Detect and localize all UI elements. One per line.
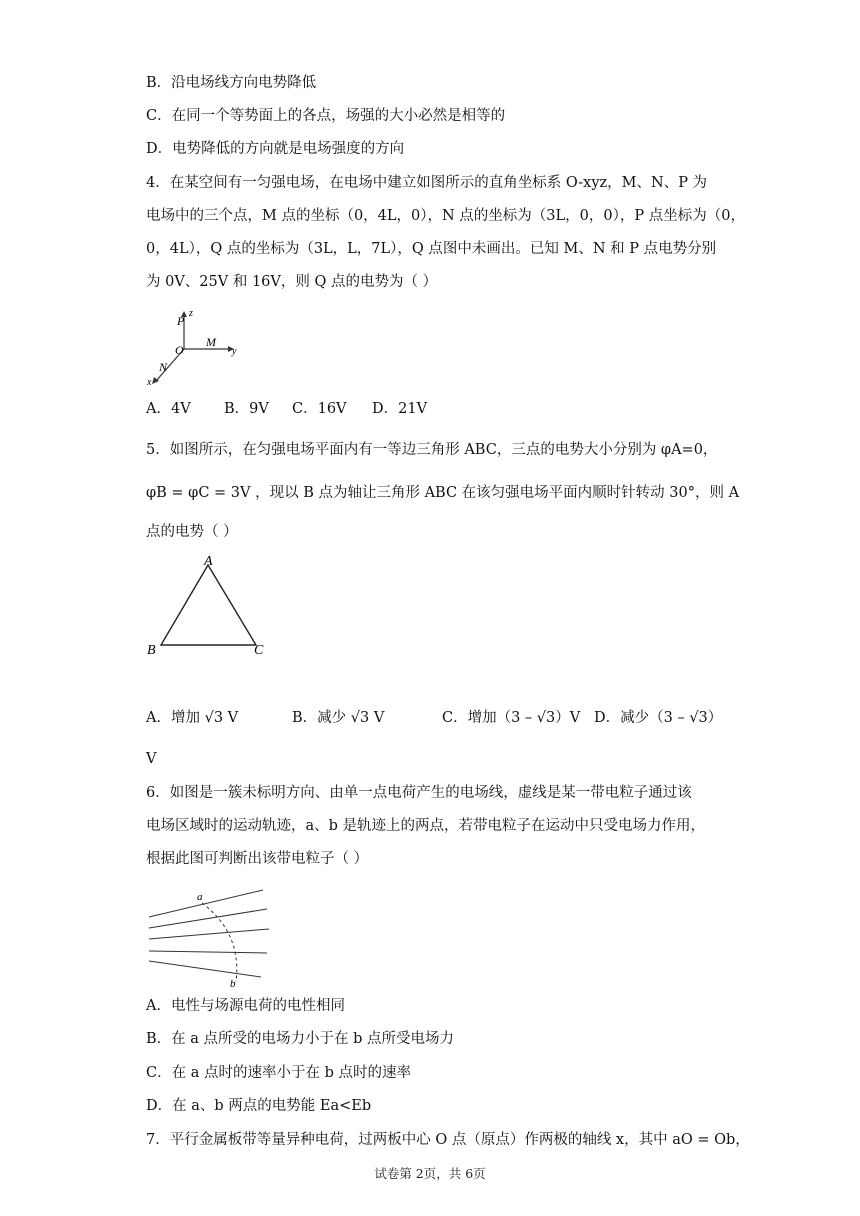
q4-line-4: 为 0V、25V 和 16V，则 Q 点的电势为（ ）	[146, 274, 438, 290]
q4-line-2: 电场中的三个点，M 点的坐标（0，4L，0），N 点的坐标为（3L，0，0），P 点坐标为（0，	[146, 208, 745, 224]
label-A: A	[204, 554, 213, 569]
label-a: a	[197, 891, 203, 903]
label-x: x	[147, 377, 152, 387]
q6-option-c: C．在 a 点时的速率小于在 b 点时的速率	[146, 1065, 411, 1081]
label-P: P	[177, 314, 185, 328]
q6-option-d: D．在 a、b 两点的电势能 Ea<Eb	[146, 1098, 372, 1114]
q4-coordinate-figure	[144, 305, 244, 387]
q5-line-2: φB = φC = 3V ，现以 B 点为轴让三角形 ABC 在该匀强电场平面内顺时针转动 30°，则 A	[146, 485, 740, 501]
q6-option-b: B．在 a 点所受的电场力小于在 b 点所受电场力	[146, 1031, 455, 1047]
q4-option-b: B．9V	[224, 401, 269, 417]
q6-line-2: 电场区域时的运动轨迹，a、b 是轨迹上的两点，若带电粒子在运动中只受电场力作用，	[146, 818, 706, 834]
label-b: b	[230, 978, 236, 990]
q6-field-lines-figure	[144, 883, 274, 991]
q6-option-a: A．电性与场源电荷的电性相同	[146, 998, 345, 1014]
label-B: B	[147, 643, 156, 658]
label-O: O	[175, 343, 184, 357]
q5-triangle-figure	[144, 553, 274, 658]
q7-line-1: 7．平行金属板带等量异种电荷，过两板中心 O 点（原点）作两极的轴线 x，其中 aO = Ob，	[146, 1132, 750, 1148]
option-d: D．电势降低的方向就是电场强度的方向	[146, 141, 405, 157]
q4-line-3: 0，4L），Q 点的坐标为（3L，L，7L），Q 点图中未画出。已知 M、N 和 P 点电势分别	[146, 241, 717, 257]
q5-option-b: B．减少 √3 V	[292, 710, 385, 726]
q6-line-1: 6．如图是一簇未标明方向、由单一点电荷产生的电场线，虚线是某一带电粒子通过该	[146, 785, 692, 801]
label-M: M	[206, 335, 216, 349]
q5-option-tail: V	[146, 751, 157, 767]
q5-line-3: 点的电势（ ）	[146, 524, 238, 540]
q5-line-1: 5．如图所示，在匀强电场平面内有一等边三角形 ABC，三点的电势大小分别为 φA=0，	[146, 442, 718, 458]
option-b: B．沿电场线方向电势降低	[146, 75, 317, 91]
option-c: C．在同一个等势面上的各点，场强的大小必然是相等的	[146, 108, 506, 124]
q5-option-d: D．减少（3 – √3）	[594, 710, 723, 726]
page-footer: 试卷第 2页，共 6页	[374, 1166, 486, 1181]
label-y: y	[232, 346, 237, 357]
q4-line-1: 4．在某空间有一匀强电场，在电场中建立如图所示的直角坐标系 O-xyz，M、N、P 为	[146, 175, 708, 191]
q4-option-c: C．16V	[292, 401, 347, 417]
q5-option-c: C．增加（3 – √3）V	[442, 710, 581, 726]
q4-option-a: A．4V	[146, 401, 191, 417]
q6-line-3: 根据此图可判断出该带电粒子（ ）	[146, 851, 369, 867]
label-C: C	[254, 643, 264, 658]
q4-option-d: D．21V	[372, 401, 428, 417]
label-N: N	[159, 360, 168, 374]
label-z: z	[189, 308, 193, 319]
q5-option-a: A．增加 √3 V	[146, 710, 239, 726]
